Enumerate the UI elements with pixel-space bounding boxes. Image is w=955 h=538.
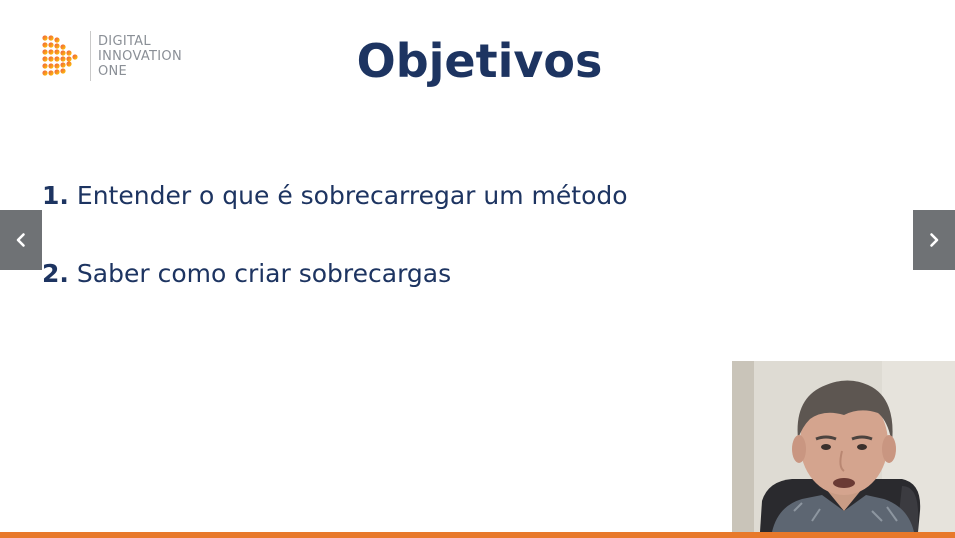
- objective-number: 1.: [42, 181, 69, 210]
- chevron-right-icon: [926, 232, 942, 248]
- objective-text: Entender o que é sobrecarregar um método: [76, 181, 628, 210]
- objective-number: 2.: [42, 259, 69, 288]
- objective-text: Saber como criar sobrecargas: [76, 259, 452, 288]
- objectives-list: [42, 178, 628, 334]
- next-slide-button[interactable]: [913, 210, 955, 270]
- logo-line-1: DIGITAL: [98, 33, 151, 49]
- objective-item: [42, 256, 628, 292]
- accent-bottom-bar: [0, 532, 955, 538]
- previous-slide-button[interactable]: [0, 210, 42, 270]
- logo-line-2: INNOVATION: [98, 48, 182, 64]
- presenter-webcam: [732, 361, 955, 532]
- objective-item: [42, 178, 628, 214]
- chevron-left-icon: [13, 232, 29, 248]
- slide-title: Objetivos: [356, 34, 603, 88]
- logo-line-3: ONE: [98, 63, 128, 79]
- presenter-video-icon: [732, 361, 955, 532]
